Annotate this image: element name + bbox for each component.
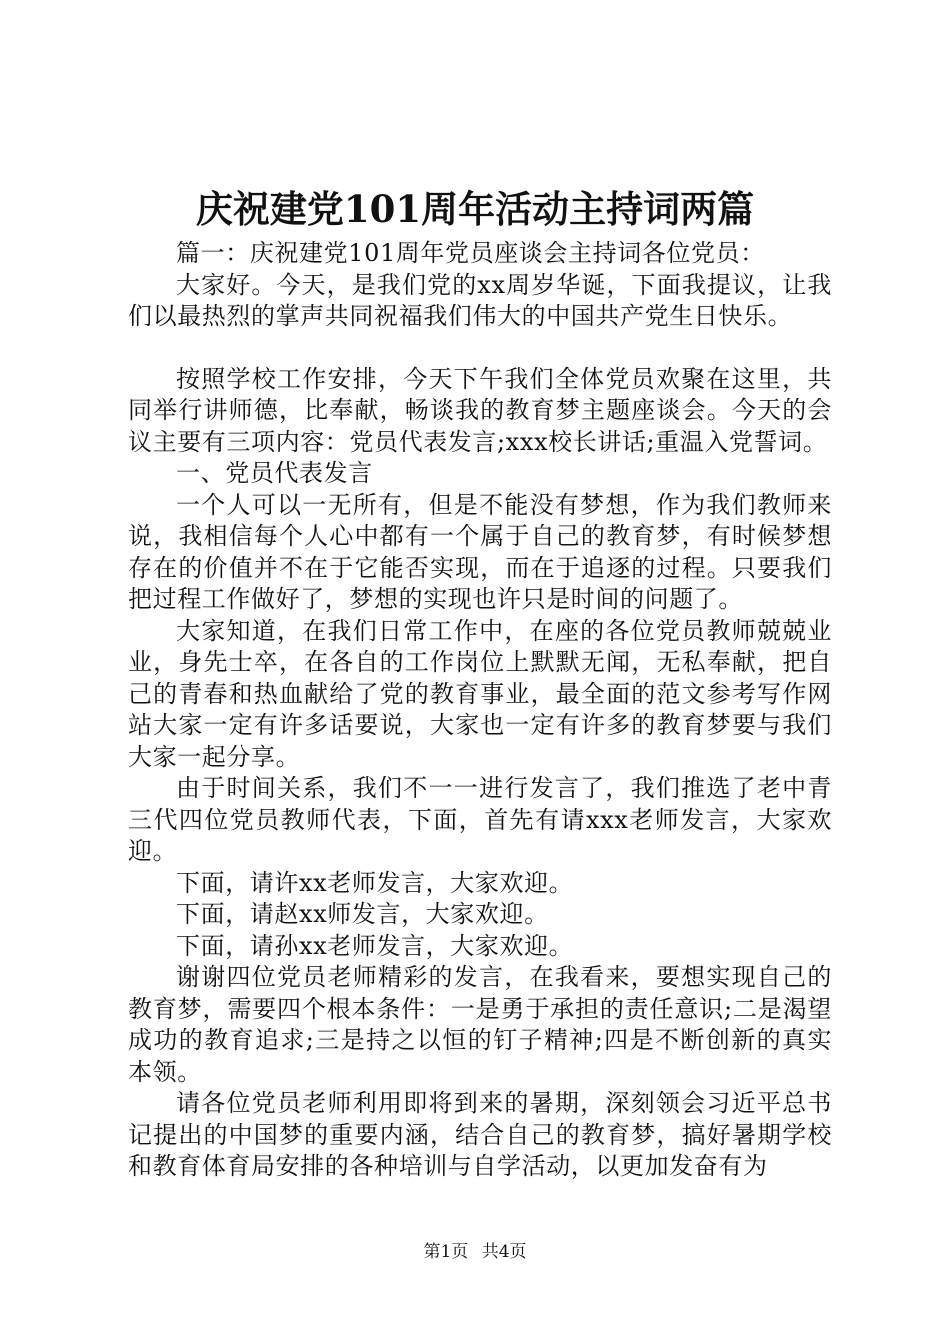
paragraph-2: 大家好。今天，是我们党的xx周岁华诞，下面我提议，让我们以最热烈的掌声共同祝福我们伟大的中国共产党生日快乐。 [128,270,832,330]
paragraph-9: 下面，请孙xx老师发言，大家欢迎。 [176,931,574,960]
document-title: 庆祝建党101周年活动主持词两篇 [195,187,755,231]
page-number: 第1页 [423,1242,469,1262]
section-heading: 一、党员代表发言 [176,459,373,487]
paragraph-11: 请各位党员老师利用即将到来的暑期，深刻领会习近平总书记提出的中国梦的重要内涵，结合自己的教育梦，搞好暑期学校和教育体育局安排的各种培训与自学活动，以更加发奋有为 [128,1089,832,1180]
document-body [128,238,832,1183]
blank-line [128,333,832,364]
page-footer [0,1240,950,1264]
paragraph-8: 下面，请赵xx师发言，大家欢迎。 [176,900,549,928]
paragraph-7: 下面，请许xx老师发言，大家欢迎。 [176,868,574,897]
paragraph-10: 谢谢四位党员老师精彩的发言，在我看来，要想实现自己的教育梦，需要四个根本条件：一是勇于承担的责任意识;二是渴望成功的教育追求;三是持之以恒的钉子精神;四是不断创新的真实本领。 [128,963,832,1086]
page-total: 共4页 [481,1242,527,1262]
paragraph-5: 大家知道，在我们日常工作中，在座的各位党员教师兢兢业业，身先士卒，在各自的工作岗位上默默无闻，无私奉献，把自己的青春和热血献给了党的教育事业，最全面的范文参考写作网站大家一定有许多话要说，大家也一定有许多的教育梦要与我们大家一起分享。 [128,616,832,771]
paragraph-4: 一个人可以一无所有，但是不能没有梦想，作为我们教师来说，我相信每个人心中都有一个属于自己的教育梦，有时候梦想存在的价值并不在于它能否实现，而在于追逐的过程。只要我们把过程工作做好了，梦想的实现也许只是时间的问题了。 [128,490,832,613]
paragraph-6: 由于时间关系，我们不一一进行发言了，我们推选了老中青三代四位党员教师代表，下面，首先有请xxx老师发言，大家欢迎。 [128,774,832,865]
paragraph-3: 按照学校工作安排，今天下午我们全体党员欢聚在这里，共同举行讲师德，比奉献，畅谈我的教育梦主题座谈会。今天的会议主要有三项内容：党员代表发言;xxx校长讲话;重温入党誓词。 [128,364,832,456]
paragraph-1: 篇一：庆祝建党101周年党员座谈会主持词各位党员： [176,239,765,267]
